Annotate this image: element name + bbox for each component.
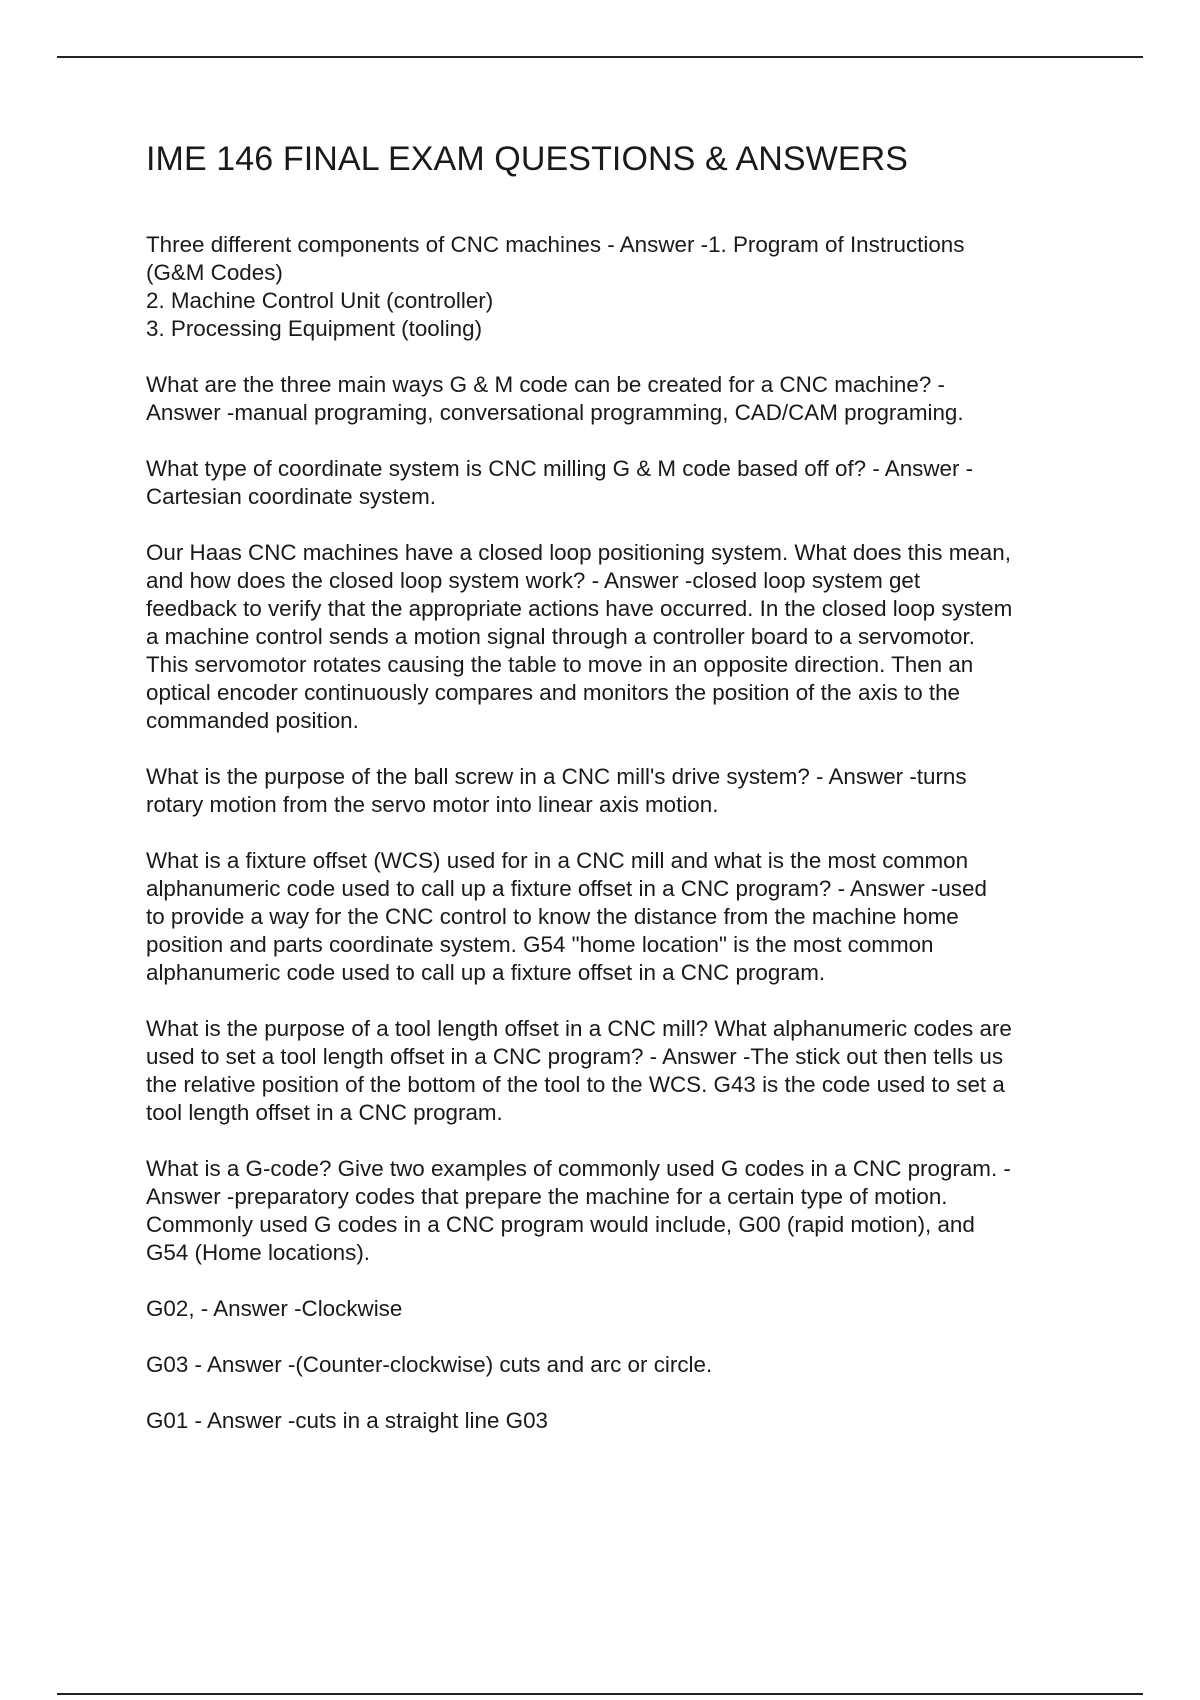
qa-entry-5: What is the purpose of the ball screw in a CNC mill's drive system? - Answer -turns rotary motion from the servo motor into linear axis motion. [146,764,967,817]
qa-entry-4: Our Haas CNC machines have a closed loop positioning system. What does this mean, and how does the closed loop system work? - Answer -closed loop system get feedback to verify that the appropriate actions have occurred. In the closed loop system a machine control sends a motion signal through a controller board to a servomotor. This servomotor rotates causing the table to move in an opposite direction. Then an optical encoder continuously compares and monitors the position of the axis to the commanded position. [146,540,1013,733]
qa-entry-8: What is a G-code? Give two examples of commonly used G codes in a CNC program. - Answer -preparatory codes that prepare the machine for a certain type of motion. Commonly used G codes in a CNC program would include, G00 (rapid motion), and G54 (Home locations). [146,1156,1011,1265]
qa-entry-11: G01 - Answer -cuts in a straight line G03 [146,1408,548,1433]
qa-entry-2: What are the three main ways G & M code can be created for a CNC machine? - Answer -manual programing, conversational programming, CAD/CAM programing. [146,372,964,425]
document-title: IME 146 FINAL EXAM QUESTIONS & ANSWERS [146,140,909,178]
qa-entry-10: G03 - Answer -(Counter-clockwise) cuts and arc or circle. [146,1352,713,1377]
qa-entry-7: What is the purpose of a tool length offset in a CNC mill? What alphanumeric codes are used to set a tool length offset in a CNC program? - Answer -The stick out then tells us the relative position of the bottom of the tool to the WCS. G43 is the code used to set a tool length offset in a CNC program. [146,1016,1012,1125]
qa-entry-6: What is a fixture offset (WCS) used for in a CNC mill and what is the most common alphanumeric code used to call up a fixture offset in a CNC program? - Answer -used to provide a way for the CNC control to know the distance from the machine home position and parts coordinate system. G54 "home location" is the most common alphanumeric code used to call up a fixture offset in a CNC program. [146,848,987,985]
qa-entry-1: Three different components of CNC machines - Answer -1. Program of Instructions (G&M Codes) 2. Machine Control Unit (controller) 3. Processing Equipment (tooling) [146,232,965,341]
document-body [146,140,1096,1463]
qa-entry-3: What type of coordinate system is CNC milling G & M code based off of? - Answer - Cartesian coordinate system. [146,456,974,509]
bottom-divider [57,1693,1143,1695]
qa-entry-9: G02, - Answer -Clockwise [146,1296,403,1321]
top-divider [57,56,1143,58]
